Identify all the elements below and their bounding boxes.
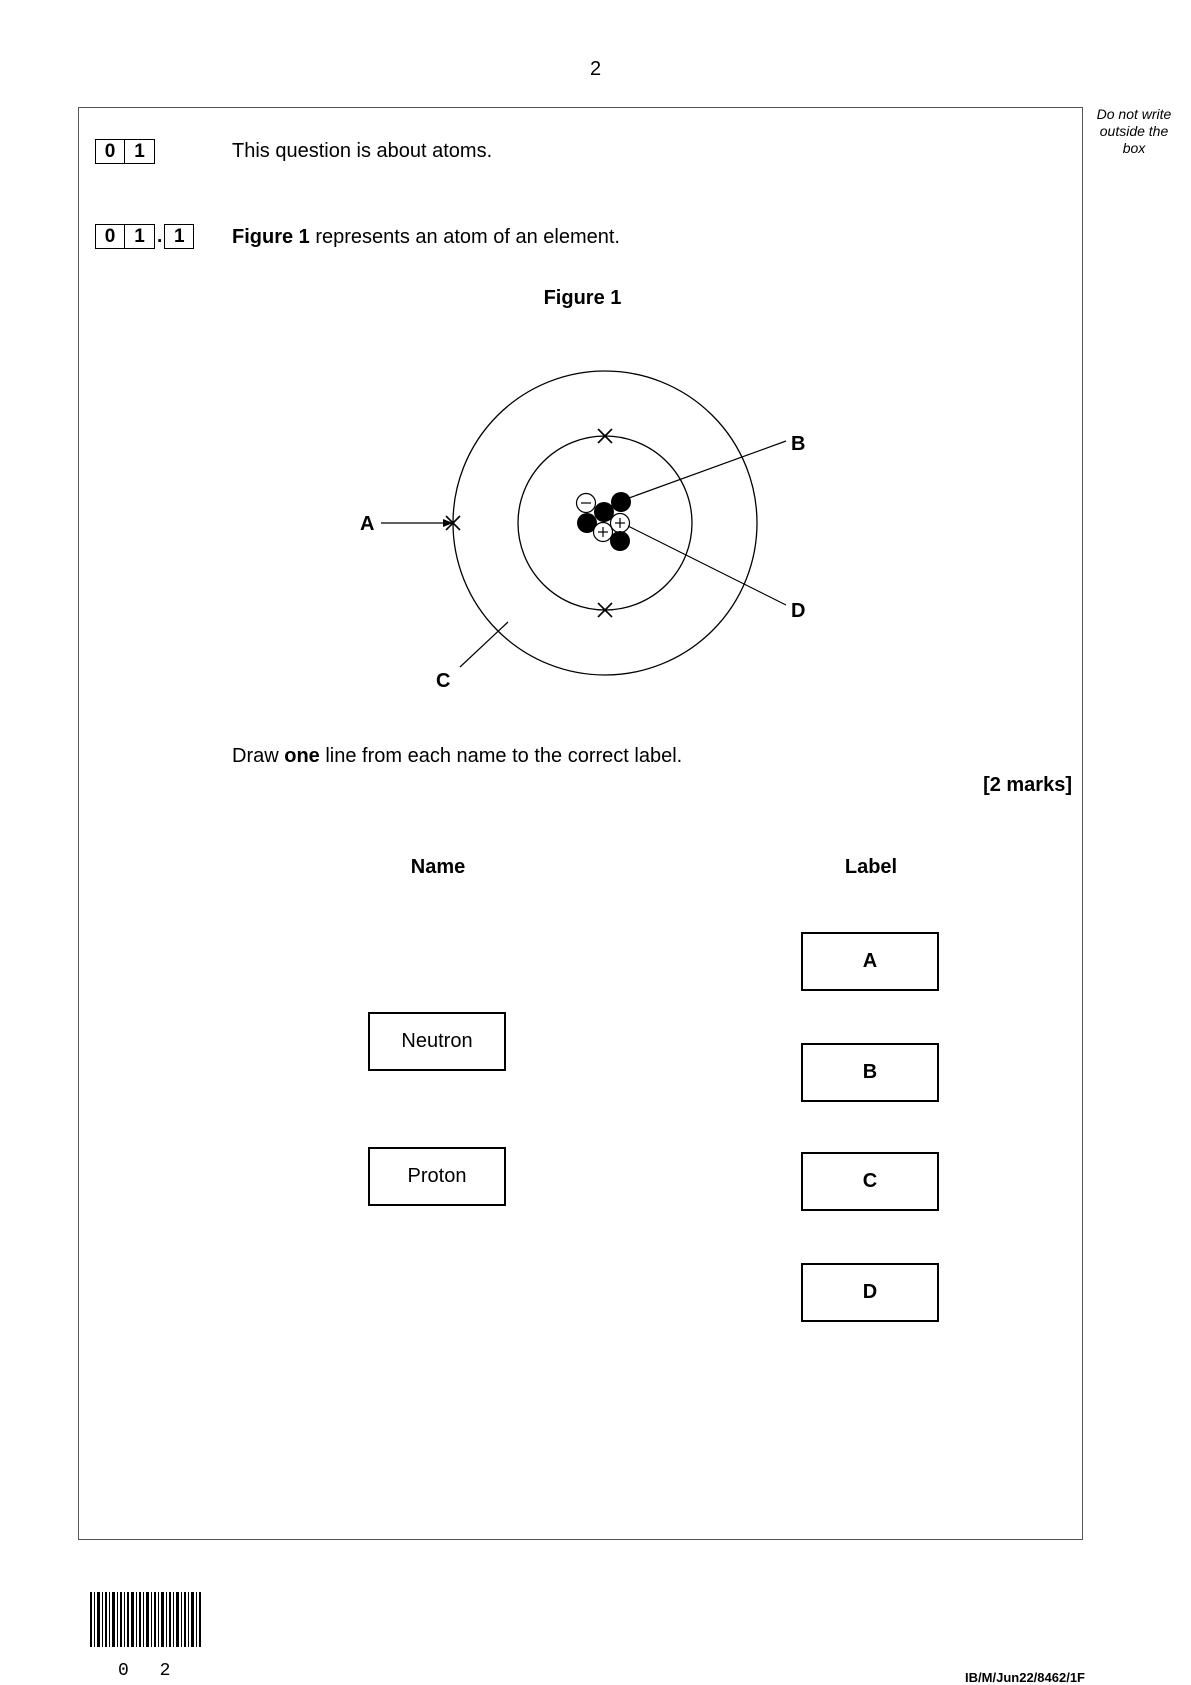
margin-note: Do not write outside the box	[1096, 106, 1172, 156]
leader-line-c	[460, 622, 508, 667]
page-number: 2	[589, 58, 602, 80]
figure-label-c: C	[436, 670, 451, 692]
leader-line-d	[628, 526, 786, 605]
subquestion-digit: 1	[125, 224, 155, 249]
barcode-number: 0 2	[118, 1661, 181, 1681]
figure-reference: Figure 1	[232, 226, 310, 248]
answer-box-border	[78, 107, 1083, 1540]
figure-title: Figure 1	[543, 287, 622, 309]
subquestion-text-rest: represents an atom of an element.	[309, 226, 620, 248]
label-box-d[interactable]: D	[801, 1263, 939, 1322]
subquestion-digit: 0	[95, 224, 125, 249]
subquestion-dot: .	[157, 225, 163, 247]
figure-label-b: B	[791, 433, 806, 455]
neutron	[611, 492, 631, 512]
arrowhead-a	[443, 519, 453, 527]
instruction-emphasis: one	[284, 745, 320, 767]
subquestion-digit: 1	[164, 224, 194, 249]
label-column-heading: Label	[844, 856, 898, 878]
label-box-a[interactable]: A	[801, 932, 939, 991]
name-box-neutron[interactable]: Neutron	[368, 1012, 506, 1071]
label-box-b[interactable]: B	[801, 1043, 939, 1102]
label-box-c[interactable]: C	[801, 1152, 939, 1211]
question-digit: 1	[125, 139, 155, 164]
nucleus	[577, 492, 632, 551]
name-box-proton[interactable]: Proton	[368, 1147, 506, 1206]
name-column-heading: Name	[410, 856, 466, 878]
figure-label-a: A	[360, 513, 375, 535]
subquestion-text	[232, 226, 620, 249]
question-digit: 0	[95, 139, 125, 164]
atom-diagram	[340, 355, 840, 700]
barcode	[90, 1592, 202, 1647]
question-intro: This question is about atoms.	[232, 140, 493, 162]
instruction: Draw one line from each name to the correct label.	[232, 745, 683, 767]
subquestion-number	[95, 224, 194, 249]
footer-code: IB/M/Jun22/8462/1F	[965, 1670, 1085, 1685]
figure-label-d: D	[791, 600, 806, 622]
marks-allocation: [2 marks]	[983, 774, 1072, 796]
neutron	[610, 531, 630, 551]
question-number	[95, 139, 155, 164]
